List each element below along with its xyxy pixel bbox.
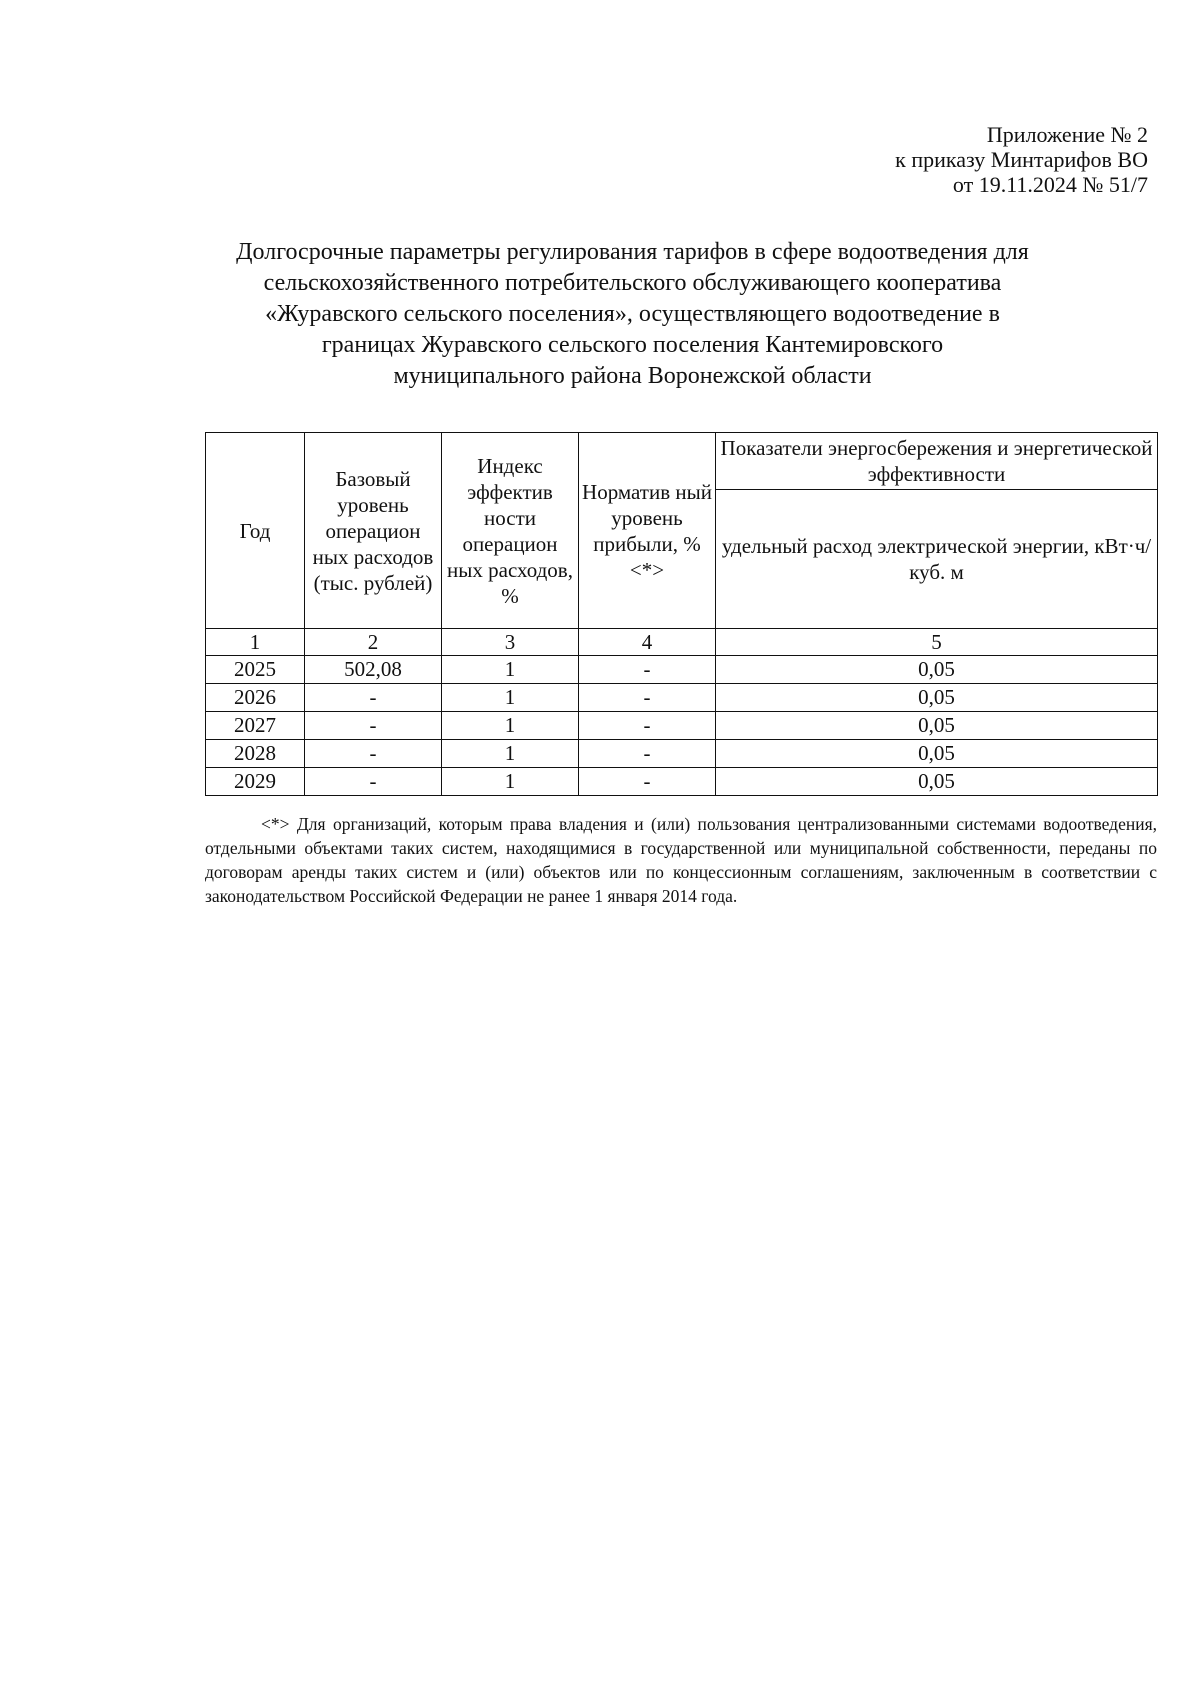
header-efficiency-index: Индекс эффектив ности операцион ных расходов, %: [442, 433, 579, 629]
title-line: границах Журавского сельского поселения Кантемировского: [321, 332, 944, 358]
annex-line: Приложение № 2: [986, 122, 1148, 147]
table-row: [206, 656, 1158, 684]
cell-year: 2027: [206, 712, 305, 740]
cell-efficiency-index: 1: [442, 768, 579, 796]
document-title: [190, 237, 1075, 392]
title-line: Долгосрочные параметры регулирования тарифов в сфере водоотведения для: [236, 239, 1029, 265]
column-number: 4: [579, 629, 716, 656]
cell-profit-level: -: [579, 740, 716, 768]
header-energy-group: Показатели энергосбережения и энергетической эффективности: [716, 433, 1158, 490]
cell-efficiency-index: 1: [442, 656, 579, 684]
header-profit-level: Норматив ный уровень прибыли, % <*>: [579, 433, 716, 629]
cell-year: 2029: [206, 768, 305, 796]
cell-efficiency-index: 1: [442, 684, 579, 712]
column-number-row: [206, 629, 1158, 656]
parameters-table: [205, 432, 1158, 796]
title-line: муниципального района Воронежской области: [393, 363, 872, 389]
cell-profit-level: -: [579, 656, 716, 684]
column-number: 3: [442, 629, 579, 656]
table-row: [206, 768, 1158, 796]
cell-year: 2025: [206, 656, 305, 684]
cell-energy: 0,05: [716, 684, 1158, 712]
cell-profit-level: -: [579, 712, 716, 740]
cell-year: 2028: [206, 740, 305, 768]
cell-energy: 0,05: [716, 768, 1158, 796]
cell-base-level: -: [305, 712, 442, 740]
table-row: [206, 712, 1158, 740]
column-number: 5: [716, 629, 1158, 656]
cell-energy: 0,05: [716, 740, 1158, 768]
cell-profit-level: -: [579, 768, 716, 796]
annex-header: [895, 122, 1148, 197]
footnote: <*> Для организаций, которым права владения и (или) пользования централизованными системами водоотведения, отдельными объектами таких систем, находящимися в государственной или муниципальной собственности, переданы по договорам аренды таких систем и (или) объектов или по концессионным соглашениям, заключенным в соответствии с законодательством Российской Федерации не ранее 1 января 2014 года.: [205, 814, 1157, 906]
cell-base-level: 502,08: [305, 656, 442, 684]
annex-line: от 19.11.2024 № 51/7: [952, 172, 1148, 197]
cell-base-level: -: [305, 740, 442, 768]
cell-base-level: -: [305, 768, 442, 796]
table-row: [206, 740, 1158, 768]
cell-energy: 0,05: [716, 656, 1158, 684]
header-base-level: Базовый уровень операцион ных расходов (тыс. рублей): [305, 433, 442, 629]
title-line: сельскохозяйственного потребительского обслуживающего кооператива: [263, 270, 1002, 296]
cell-base-level: -: [305, 684, 442, 712]
annex-line: к приказу Минтарифов ВО: [895, 147, 1148, 172]
cell-efficiency-index: 1: [442, 740, 579, 768]
title-line: «Журавского сельского поселения», осуществляющего водоотведение в: [265, 301, 1000, 327]
table-row: [206, 684, 1158, 712]
cell-year: 2026: [206, 684, 305, 712]
column-number: 1: [206, 629, 305, 656]
header-energy-specific: удельный расход электрической энергии, кВт·ч/куб. м: [716, 490, 1158, 629]
column-number: 2: [305, 629, 442, 656]
cell-efficiency-index: 1: [442, 712, 579, 740]
header-year: Год: [206, 433, 305, 629]
cell-energy: 0,05: [716, 712, 1158, 740]
cell-profit-level: -: [579, 684, 716, 712]
